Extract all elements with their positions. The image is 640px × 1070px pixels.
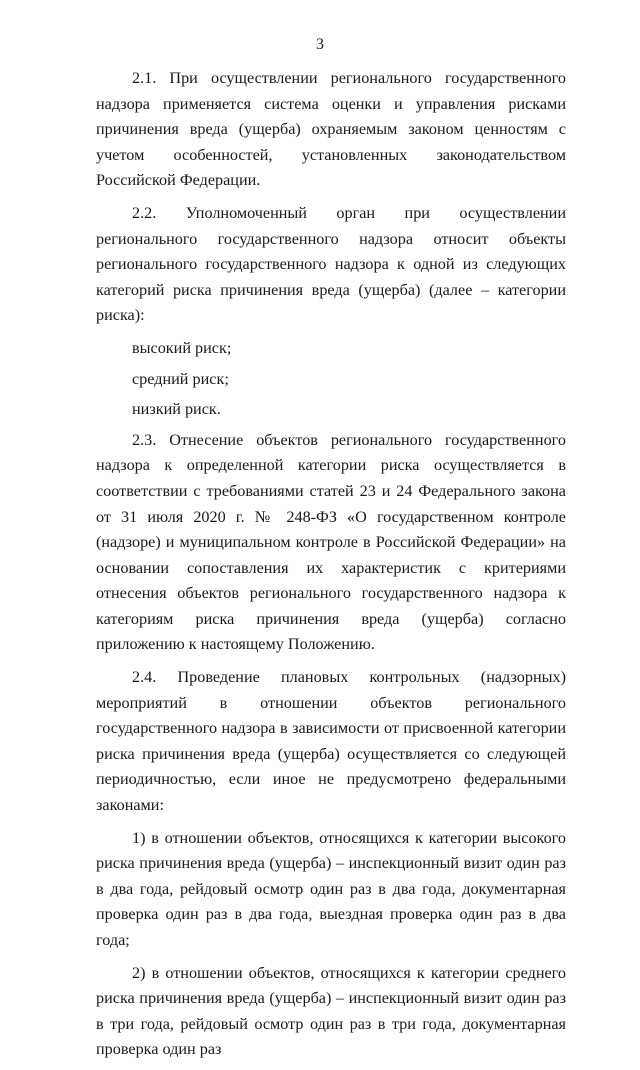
list-item-medium-risk: средний риск; — [132, 369, 229, 388]
paragraph-2-1: 2.1. При осуществлении регионального государственного надзора применяется система оценки и управления рисками причинения вреда (ущерба) охраняемым законом ценностям с учетом особенностей, установленных законодательством Российской Федерации. — [96, 69, 566, 190]
paragraph-2-4: 2.4. Проведение плановых контрольных (надзорных) мероприятий в отношении объектов регионального государственного надзора в зависимости от присвоенной категории риска причинения вреда (ущерба) осуществляется со следующей периодичностью, если иное не предусмотрено федеральными законами: — [96, 668, 566, 815]
paragraph-2-2: 2.2. Уполномоченный орган при осуществлении регионального государственного надзора относит объекты регионального государственного надзора к одной из следующих категорий риска причинения вреда (ущерба) (далее – категории риска): — [96, 203, 566, 325]
document-body — [96, 66, 566, 1070]
paragraph-2-4-item-2: 2) в отношении объектов, относящихся к категории среднего риска причинения вреда (ущерба) – инспекционный визит один раз в три года, рейдовый осмотр один раз в три года, документарная проверка один раз — [96, 963, 566, 1059]
page-number: 3 — [316, 36, 324, 53]
paragraph-2-3: 2.3. Отнесение объектов регионального государственного надзора к определенной категории риска осуществляется в соответствии с требованиями статей 23 и 24 Федерального закона от 31 июля 2020 г. № 248-ФЗ «О государственном контроле (надзоре) и муниципальном контроле в Российской Федерации» на основании сопоставления их характеристик с критериями отнесения объектов регионального государственного надзора к категориям риска причинения вреда (ущерба) согласно приложению к настоящему Положению. — [96, 430, 566, 654]
list-item-high-risk: высокий риск; — [132, 338, 232, 357]
paragraph-2-4-item-1: 1) в отношении объектов, относящихся к категории высокого риска причинения вреда (ущерба) – инспекционный визит один раз в два года, рейдовый осмотр один раз в два года, документарная проверка один раз в два года, выездная проверка один раз в два года; — [96, 828, 566, 949]
list-item-low-risk: низкий риск. — [132, 400, 221, 419]
